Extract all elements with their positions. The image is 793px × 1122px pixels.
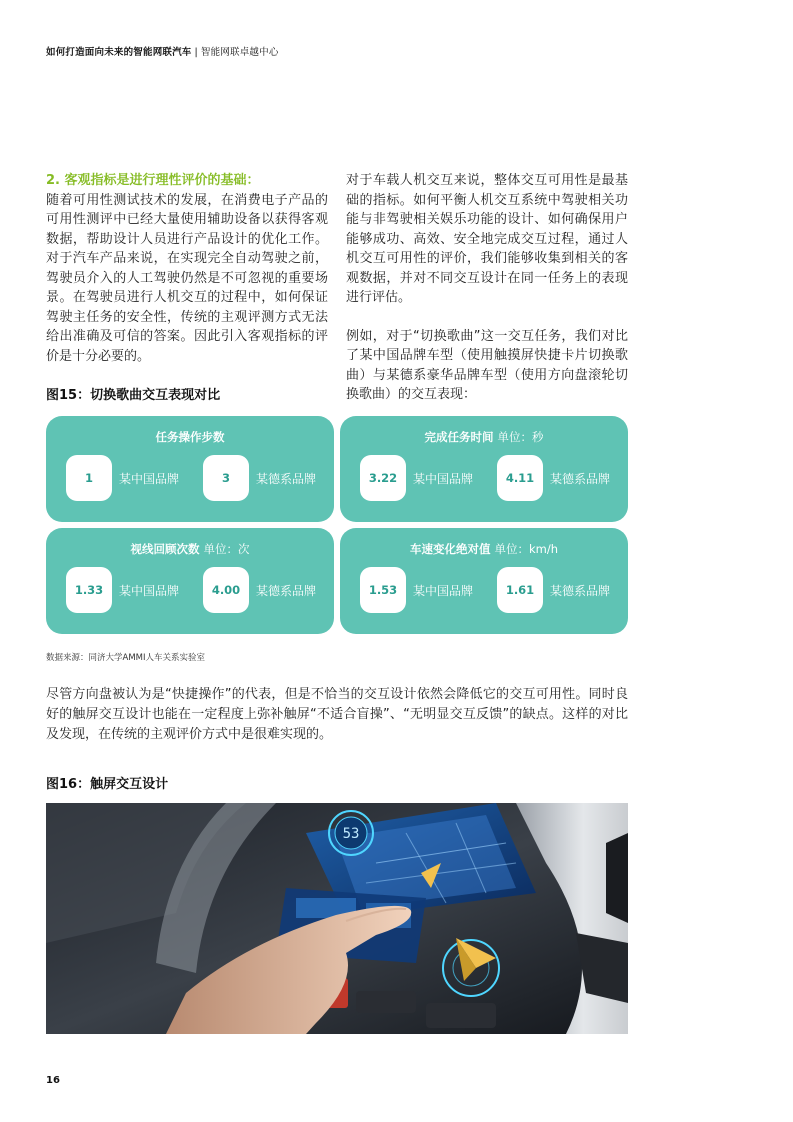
brand-b-label: 某德系品牌 (256, 472, 317, 486)
panel-unit: 单位：次 (203, 542, 250, 556)
panel-title (46, 541, 334, 557)
panel-metric: 车速变化绝对值 (409, 542, 491, 556)
value-box-brand-b: 3 (203, 455, 249, 501)
header-separator: | (194, 47, 198, 58)
panel-title (340, 429, 628, 445)
value-box-brand-a: 1 (66, 455, 112, 501)
right-paragraph-2: 例如，对于“切换歌曲”这一交互任务，我们对比了某中国品牌车型（使用触摸屏快捷卡片切换歌曲）与某德系豪华品牌车型（使用方向盘滚轮切换歌曲）的交互表现： (346, 328, 628, 402)
panel-unit: 单位：秒 (497, 430, 544, 444)
value-box-brand-a: 1.33 (66, 567, 112, 613)
value-box-brand-a: 1.53 (360, 567, 406, 613)
header-title: 如何打造面向未来的智能网联汽车 (46, 47, 192, 58)
brand-b-label: 某德系品牌 (256, 584, 317, 598)
panel-metric: 视线回顾次数 (130, 542, 200, 556)
brand-b-label: 某德系品牌 (550, 584, 611, 598)
right-paragraph-1: 对于车载人机交互来说，整体交互可用性是最基础的指标。如何平衡人机交互系统中驾驶相关功能与非驾驶相关娱乐功能的设计、如何确保用户能够成功、高效、安全地完成交互过程，通过人机交互可用性的评价，我们能够收集到相关的客观数据，并对不同交互设计在同一任务上的表现进行评估。 (346, 173, 628, 305)
speed-readout: 53 (342, 826, 360, 842)
right-column (346, 171, 628, 405)
brand-a-label: 某中国品牌 (413, 472, 474, 486)
panel-metric: 任务操作步数 (155, 430, 225, 444)
metric-panel-speed-change (340, 528, 628, 634)
running-header (46, 44, 279, 58)
panel-unit: 单位：km/h (494, 542, 559, 556)
metric-panel-operation-steps (46, 416, 334, 522)
value-box-brand-b: 4.00 (203, 567, 249, 613)
metric-panel-completion-time (340, 416, 628, 522)
data-source-note: 数据来源：同济大学AMMI人车关系实验室 (46, 653, 205, 663)
section-heading: 2. 客观指标是进行理性评价的基础： (46, 173, 260, 188)
brand-b-label: 某德系品牌 (550, 472, 611, 486)
page-number: 16 (46, 1075, 60, 1086)
value-box-brand-b: 4.11 (497, 455, 543, 501)
brand-a-label: 某中国品牌 (119, 584, 180, 598)
brand-a-label: 某中国品牌 (119, 472, 180, 486)
panel-title (340, 541, 628, 557)
brand-a-label: 某中国品牌 (413, 584, 474, 598)
left-column-text: 随着可用性测试技术的发展，在消费电子产品的可用性测评中已经大量使用辅助设备以获得客观数据，帮助设计人员进行产品设计的优化工作。对于汽车产品来说，在实现完全自动驾驶之前，驾驶员介入的人工驾驶仍然是不可忽视的重要场景。在驾驶员进行人机交互的过程中，如何保证驾驶主任务的安全性，传统的主观评测方式无法给出准确及可信的答案。因此引入客观指标的评价是十分必要的。 (46, 192, 328, 364)
value-box-brand-b: 1.61 (497, 567, 543, 613)
left-column (46, 171, 328, 366)
figure-15-title: 图15：切换歌曲交互表现对比 (46, 388, 221, 403)
header-subtitle: 智能网联卓越中心 (200, 47, 279, 58)
figure-16-title: 图16：触屏交互设计 (46, 777, 169, 792)
touchscreen-illustration (46, 803, 628, 1034)
metric-panel-glance-count (46, 528, 334, 634)
body-paragraph: 尽管方向盘被认为是“快捷操作”的代表，但是不恰当的交互设计依然会降低它的交互可用性。同时良好的触屏交互设计也能在一定程度上弥补触屏“不适合盲操”、“无明显交互反馈”的缺点。这样的对比及发现，在传统的主观评价方式中是很难实现的。 (46, 687, 628, 742)
touchscreen-photo (46, 803, 628, 1034)
value-box-brand-a: 3.22 (360, 455, 406, 501)
panel-metric: 完成任务时间 (424, 430, 494, 444)
panel-title (46, 429, 334, 445)
